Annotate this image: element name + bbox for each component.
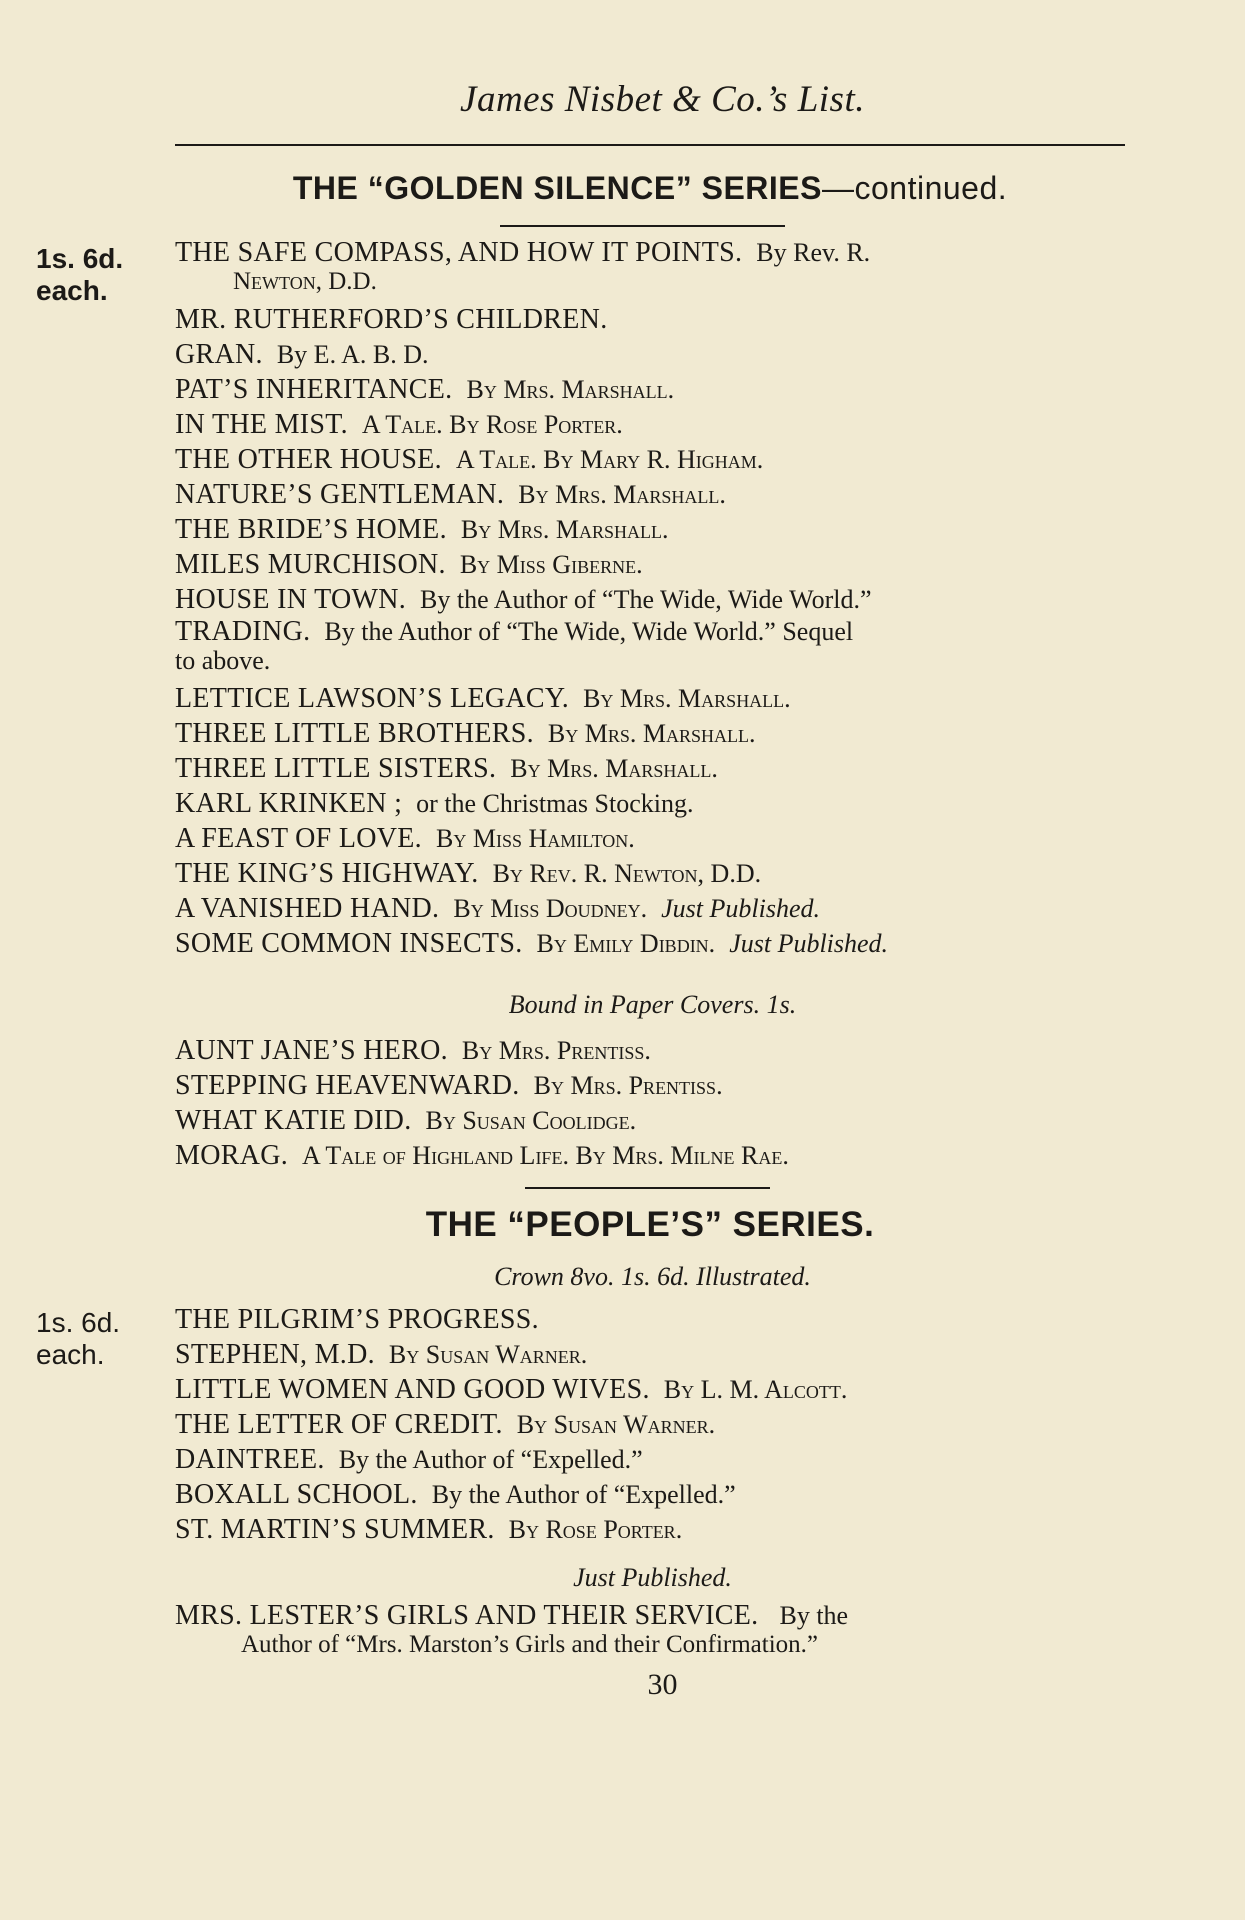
book-title: SOME COMMON INSECTS.: [175, 928, 523, 959]
book-byline: By Mrs. Marshall.: [583, 684, 791, 713]
section-rule: [500, 225, 785, 227]
section-rule: [525, 1187, 770, 1189]
paper-covers-heading: Bound in Paper Covers. 1s.: [508, 990, 797, 1019]
golden-silence-title: [175, 170, 1125, 207]
book-title: AUNT JANE’S HERO.: [175, 1035, 448, 1066]
list-item: [175, 1372, 1130, 1407]
peoples-list: [175, 1302, 1130, 1547]
price-amount: 1s. 6d.: [36, 1307, 121, 1338]
book-byline: By E. A. B. D.: [276, 340, 429, 369]
book-title: THE LETTER OF CREDIT.: [175, 1409, 503, 1440]
book-byline: By Mrs. Marshall.: [547, 719, 756, 748]
book-title: LETTICE LAWSON’S LEGACY.: [175, 683, 570, 714]
list-item: [175, 1512, 1130, 1547]
list-item: [175, 716, 1130, 751]
book-byline: By the Author of “Expelled.”: [338, 1445, 643, 1474]
list-item: [175, 1033, 1130, 1068]
peoples-series-subtitle: Crown 8vo. 1s. 6d. Illustrated.: [494, 1262, 811, 1291]
header-rule: [175, 144, 1125, 146]
list-item: [175, 1477, 1130, 1512]
book-byline: By L. M. Alcott.: [663, 1375, 848, 1404]
book-byline: By Rev. R. Newton, D.D.: [492, 859, 762, 888]
book-title: A FEAST OF LOVE.: [175, 823, 422, 854]
book-title: THREE LITTLE BROTHERS.: [175, 718, 534, 749]
book-title: MILES MURCHISON.: [175, 549, 446, 580]
book-byline: A Tale of Highland Life. By Mrs. Milne Rae.: [302, 1141, 789, 1170]
book-byline: By Susan Coolidge.: [425, 1106, 637, 1135]
book-title: NATURE’S GENTLEMAN.: [175, 479, 505, 510]
list-item: [175, 681, 1130, 716]
list-item: [175, 1601, 1130, 1659]
book-byline: By Mrs. Marshall.: [460, 515, 669, 544]
list-item: [175, 926, 1130, 961]
book-title: DAINTREE.: [175, 1444, 325, 1475]
book-title: IN THE MIST.: [175, 409, 348, 440]
book-title: MRS. LESTER’S GIRLS AND THEIR SERVICE.: [175, 1600, 759, 1631]
price-unit: each.: [36, 1339, 105, 1370]
book-title: WHAT KATIE DID.: [175, 1105, 412, 1136]
list-item: [175, 372, 1130, 407]
list-item: [175, 238, 1130, 296]
book-byline: By the Author of “Expelled.”: [431, 1480, 736, 1509]
book-byline: By Mrs. Prentiss.: [533, 1071, 723, 1100]
list-item: [175, 617, 1130, 675]
running-title: James Nisbet & Co.’s List.: [460, 79, 865, 120]
list-item: [175, 1302, 1130, 1337]
book-byline: By Susan Warner.: [516, 1410, 716, 1439]
paper-covers-list: [175, 1033, 1130, 1173]
golden-silence-title-text: THE “GOLDEN SILENCE” SERIES: [292, 170, 822, 206]
book-title: GRAN.: [175, 339, 263, 370]
list-item: [175, 407, 1130, 442]
just-published-heading: Just Published.: [573, 1563, 732, 1592]
book-byline: By Susan Warner.: [388, 1340, 588, 1369]
book-title: ST. MARTIN’S SUMMER.: [175, 1514, 495, 1545]
list-item: [175, 442, 1130, 477]
book-byline: By Miss Giberne.: [459, 550, 643, 579]
book-title: MR. RUTHERFORD’S CHILDREN.: [175, 304, 608, 335]
book-byline: or the Christmas Stocking.: [416, 789, 694, 818]
book-byline: A Tale. By Rose Porter.: [361, 410, 623, 439]
book-title: THE OTHER HOUSE.: [175, 444, 442, 475]
just-published-note: Just Published.: [729, 929, 889, 958]
book-title: THE BRIDE’S HOME.: [175, 514, 447, 545]
book-title: HOUSE IN TOWN.: [175, 584, 407, 615]
book-title: LITTLE WOMEN AND GOOD WIVES.: [175, 1374, 650, 1405]
list-item: [175, 477, 1130, 512]
golden-silence-continued: —continued.: [821, 170, 1008, 206]
book-byline: By Mrs. Marshall.: [466, 375, 675, 404]
book-title: BOXALL SCHOOL.: [175, 1479, 418, 1510]
book-byline-continued: Newton, D.D.: [233, 268, 377, 295]
list-item: [175, 547, 1130, 582]
just-published-note: Just Published.: [661, 894, 820, 923]
golden-silence-price: [36, 243, 123, 307]
book-title: TRADING.: [175, 616, 311, 647]
list-item: [175, 1442, 1130, 1477]
list-item: [175, 856, 1130, 891]
list-item: [175, 512, 1130, 547]
book-title: STEPPING HEAVENWARD.: [175, 1070, 520, 1101]
peoples-price: [36, 1307, 120, 1371]
list-item: [175, 1103, 1130, 1138]
list-item: [175, 786, 1130, 821]
book-byline: By Miss Hamilton.: [435, 824, 635, 853]
book-byline: By Mrs. Marshall.: [510, 754, 718, 783]
list-item: [175, 302, 1130, 337]
book-title: THE PILGRIM’S PROGRESS.: [175, 1304, 539, 1335]
book-title: THREE LITTLE SISTERS.: [175, 753, 497, 784]
book-title: THE SAFE COMPASS, AND HOW IT POINTS.: [175, 237, 743, 268]
list-item: [175, 1138, 1130, 1173]
golden-silence-list: [175, 238, 1130, 961]
book-byline: By Rev. R.: [756, 238, 871, 267]
page-number: 30: [647, 1668, 678, 1701]
book-title: STEPHEN, M.D.: [175, 1339, 375, 1370]
list-item: [175, 821, 1130, 856]
book-byline: By Emily Dibdin.: [536, 929, 716, 958]
peoples-series-title: THE “PEOPLE’S” SERIES.: [425, 1205, 875, 1244]
book-title: KARL KRINKEN ;: [175, 788, 403, 819]
price-amount: 1s. 6d.: [36, 243, 124, 274]
book-byline-continued: to above.: [175, 646, 271, 675]
book-byline: By the: [779, 1601, 849, 1630]
list-item: [175, 751, 1130, 786]
book-title: A VANISHED HAND.: [175, 893, 440, 924]
list-item: [175, 582, 1130, 617]
book-title: PAT’S INHERITANCE.: [175, 374, 453, 405]
book-byline: By Rose Porter.: [508, 1515, 683, 1544]
list-item: [175, 891, 1130, 926]
price-unit: each.: [36, 275, 108, 306]
book-byline: By the Author of “The Wide, Wide World.” Sequel: [324, 617, 854, 646]
list-item: [175, 337, 1130, 372]
list-item: [175, 1337, 1130, 1372]
book-byline: By the Author of “The Wide, Wide World.”: [420, 585, 872, 614]
book-byline-continued: Author of “Mrs. Marston’s Girls and their Confirmation.”: [241, 1631, 818, 1658]
list-item: [175, 1407, 1130, 1442]
book-byline: By Mrs. Prentiss.: [461, 1036, 651, 1065]
book-byline: By Mrs. Marshall.: [518, 480, 726, 509]
list-item: [175, 1068, 1130, 1103]
book-byline: By Miss Doudney.: [453, 894, 648, 923]
just-published-list: [175, 1601, 1130, 1665]
book-byline: A Tale. By Mary R. Higham.: [455, 445, 764, 474]
book-title: THE KING’S HIGHWAY.: [175, 858, 479, 889]
book-title: MORAG.: [175, 1140, 289, 1171]
